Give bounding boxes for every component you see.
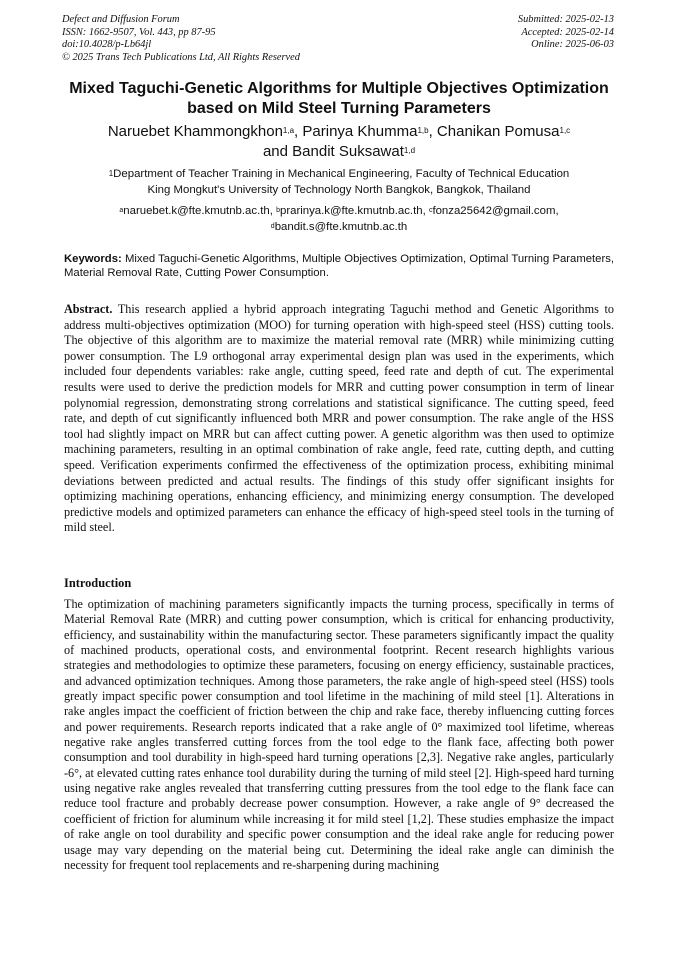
email-mark: b [276, 207, 280, 214]
email-line1 [40, 204, 638, 220]
email-a[interactable]: naruebet.k@fte.kmutnb.ac.th, [123, 205, 273, 217]
email-b[interactable]: prarinya.k@fte.kmutnb.ac.th, [279, 205, 426, 217]
email-d[interactable]: bandit.s@fte.kmutnb.ac.th [274, 220, 408, 233]
keywords-text: Mixed Taguchi-Genetic Algorithms, Multiple Objectives Optimization, Optimal Turning Parameters, Material Removal Rate, Cutting Power Consumption. [64, 253, 615, 279]
author-affil-mark: 1,a [282, 126, 295, 135]
email-line2 [40, 220, 638, 236]
author-name: Naruebet Khammongkhon [107, 123, 283, 140]
journal-name: Defect and Diffusion Forum [62, 14, 180, 25]
submitted-date: Submitted: 2025-02-13 [517, 14, 614, 25]
paper-title [40, 79, 638, 118]
keywords-label: Keywords: [64, 253, 122, 265]
author-name: Chanikan Pomusa [436, 123, 560, 140]
accepted-date: Accepted: 2025-02-14 [521, 26, 614, 38]
paper-title-line2: based on Mild Steel Turning Parameters [187, 99, 491, 117]
author-affil-mark: 1,b [417, 126, 429, 135]
abstract-text: This research applied a hybrid approach integrating Taguchi method and Genetic Algorithms to address multi-objectives optimization (MOO) for turning operation with high-speed steel (HSS) cutting tools. The objective of this algorithm are to maximize the material removal rate (MRR) while minimizing cutting power consumption. The L9 orthogonal array experimental design plan was used in the experiments, which included four dependents variables: rake angle, cutting speed, feed rate and depth of cut. The experimental results were used to derive the prediction models for MRR and cutting power consumption in term of linear polynomial regression, demonstrating strong correlations and statistical significance. The cutting speed, feed rate, and depth of cut significantly influenced both MRR and power consumption. The rake angle of the HSS tool had slightly impact on MRR but can affect cutting power. A genetic algorithm was then used to optimize machining parameters, resulting in an optimal combination of rake angle, feed rate, cutting depth, and cutting speed. Verification experiments confirmed the effectiveness of the optimization process, exhibiting minimal deviations between predicted and actual results. The findings of this study offer significant insights for optimizing machining operations, enhancing efficiency, and minimizing energy consumption. The developed predictive models and optimized parameters can enhance the efficacy of high-speed steel tools in the turning of mild steel. [64, 302, 614, 535]
online-date: Online: 2025-06-03 [531, 39, 614, 51]
abstract-block [64, 302, 614, 536]
author-affil-mark: 1,d [403, 145, 416, 155]
author-conjunction: and [262, 142, 288, 160]
abstract-paragraph [64, 302, 614, 536]
affiliation [40, 167, 638, 198]
affiliation-mark: 1 [108, 169, 114, 178]
author-emails [40, 204, 638, 235]
journal-info [62, 14, 300, 64]
keywords-block [64, 253, 614, 280]
journal-doi: doi:10.4028/p-Lb64jl [62, 39, 152, 51]
introduction-paragraph: The optimization of machining parameters significantly impacts the turning process, specifically in terms of Material Removal Rate (MRR) and cutting power consumption, which is critical for enhancing productivity, efficiency, and sustainability within the manufacturing sector. These parameters significantly impact the quality of machined products, operational costs, and environmental footprint. Recent research highlights various strategies and methodologies to optimize these parameters, focusing on energy efficiency, sustainable practices, and advanced optimization techniques. Among those parameters, the rake angle of high-speed steel (HSS) tools greatly impact specific power consumption and tool lifetime in the machining of mild steel [1]. Alterations in rake angles impact the coefficient of friction between the chip and rake face, thereby influencing cutting forces and power requirements. Research reports indicated that a rake angle of 0° maximized tool lifetime, whereas negative rake angles transferred cutting forces from the tool edge to the flank face, affecting both power consumption and tool durability in high-speed hard turning operations [2,3]. Negative rake angles, particularly -6°, at elevated cutting rates enhance tool durability during the turning of mild steel [2]. High-speed hard turning using negative rake angles revealed that transferring cutting pressures from the tool edge to the flank face can reduce tool fracture and probably decrease power consumption. However, a rake angle of 9° decreased the coefficient of friction for aluminum while increasing it for mild steel [1,2]. These studies emphasize the impact of rake angle on tool durability and specific power consumption and the ideal rake angle for reducing power usage may vary depending on the material being cut. Determining the ideal rake angle can diminish the necessity for frequent tool replacements and re-sharpening during machining [64, 597, 614, 872]
journal-issn: ISSN: 1662-9507, Vol. 443, pp 87-95 [62, 26, 216, 38]
introduction-body [64, 597, 614, 873]
journal-copyright: © 2025 Trans Tech Publications Ltd, All Rights Reserved [62, 51, 300, 63]
author-list [40, 122, 638, 161]
affiliation-line1 [40, 167, 638, 183]
abstract-label: Abstract. [64, 302, 113, 316]
author-name: Bandit Suksawat [292, 142, 404, 160]
author-affil-mark: 1,c [559, 126, 571, 135]
email-mark: d [270, 222, 275, 230]
paper-title-line1: Mixed Taguchi-Genetic Algorithms for Multiple Objectives Optimization [69, 80, 609, 97]
email-c[interactable]: fonza25642@gmail.com, [432, 205, 559, 217]
publication-dates [518, 14, 614, 52]
author-name: Parinya Khumma [302, 123, 418, 140]
email-mark: c [428, 207, 433, 214]
affiliation-line2: King Mongkut's University of Technology North Bangkok, Bangkok, Thailand [147, 183, 531, 196]
author-line-1: Naruebet Khammongkhon$^{1,a}$, Parinya Khumma$^{1,b}$, Chanikan Pomusa$^{1,c}$ [107, 123, 571, 140]
introduction-heading: Introduction [64, 576, 132, 590]
author-line-2 [40, 142, 638, 162]
email-mark: a [119, 207, 124, 214]
affiliation-department: Department of Teacher Training in Mechanical Engineering, Faculty of Technical Education [113, 168, 570, 180]
